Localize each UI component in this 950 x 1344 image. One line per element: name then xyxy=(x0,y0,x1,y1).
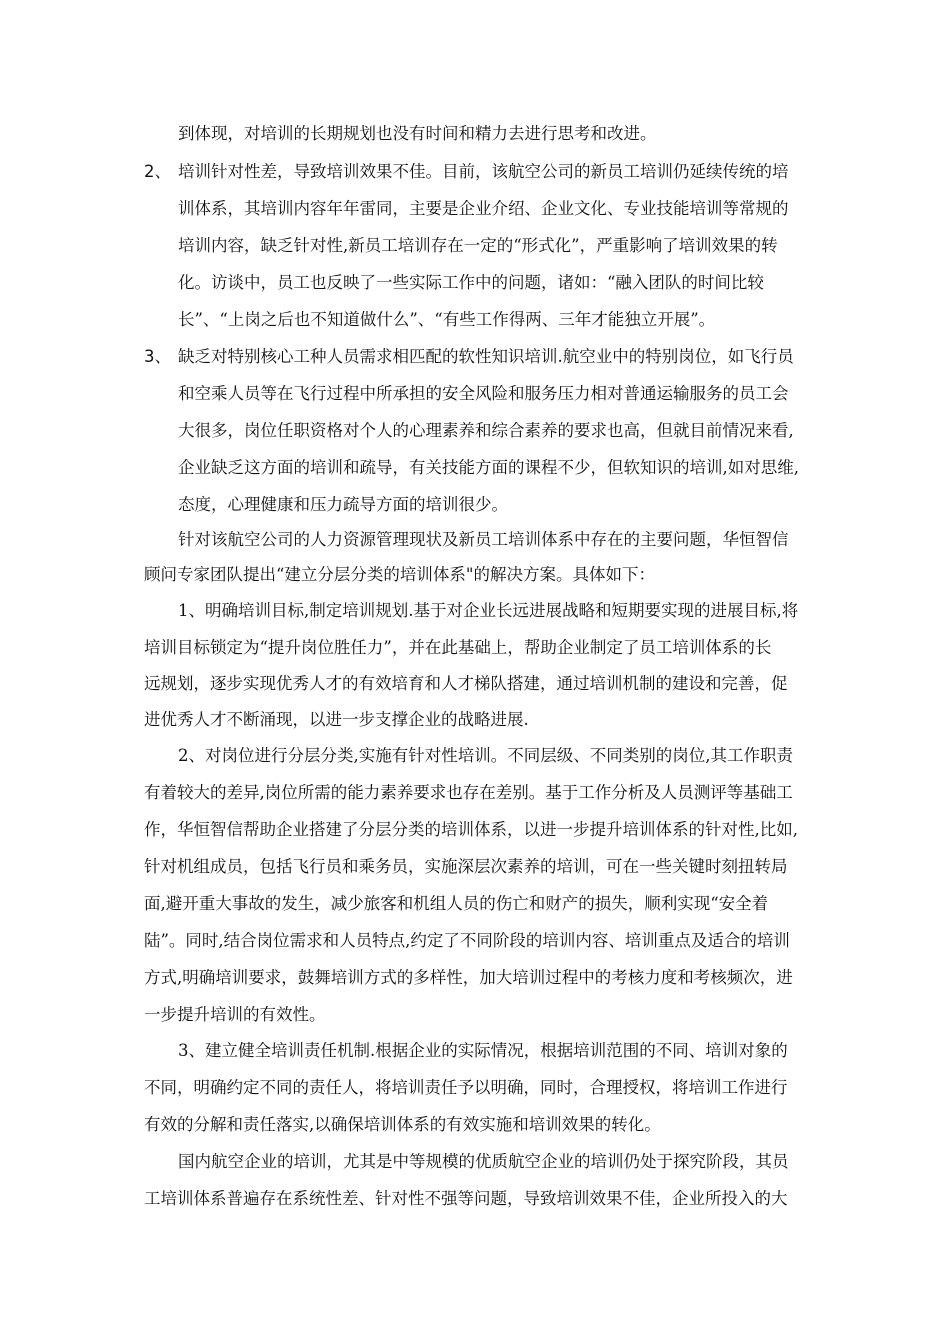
paragraph-3-line-1: 2、对岗位进行分层分类,实施有针对性培训。不同层级、不同类别的岗位,其工作职责 xyxy=(178,746,793,765)
paragraph-4-line-3: 有效的分解和责任落实,以确保培训体系的有效实施和培训效果的转化。 xyxy=(144,1115,661,1134)
list-item-3-line-5: 态度，心理健康和压力疏导方面的培训很少。 xyxy=(178,495,508,514)
paragraph-3-line-6: 陆”。同时,结合岗位需求和人员特点,约定了不同阶段的培训内容、培训重点及适合的培训 xyxy=(144,931,790,950)
paragraph-4-line-1: 3、建立健全培训责任机制.根据企业的实际情况，根据培训范围的不同、培训对象的 xyxy=(178,1041,788,1060)
list-item-2-line-2: 训体系，其培训内容年年雷同，主要是企业介绍、企业文化、专业技能培训等常规的 xyxy=(178,199,789,218)
paragraph-3-line-7: 方式,明确培训要求，鼓舞培训方式的多样性，加大培训过程中的考核力度和考核频次，进 xyxy=(144,968,793,987)
paragraph-1-line-2: 顾问专家团队提出“建立分层分类的培训体系"的解决方案。具体如下： xyxy=(144,565,656,584)
paragraph-2-line-3: 远规划，逐步实现优秀人才的有效培育和人才梯队搭建，通过培训机制的建设和完善，促 xyxy=(144,674,788,693)
list-item-2-line-3: 培训内容，缺乏针对性,新员工培训存在一定的“形式化”，严重影响了培训效果的转 xyxy=(178,236,778,255)
paragraph-4-line-2: 不同，明确约定不同的责任人，将培训责任予以明确，同时，合理授权，将培训工作进行 xyxy=(144,1078,788,1097)
paragraph-5-line-1: 国内航空企业的培训，尤其是中等规模的优质航空企业的培训仍处于探究阶段，其员 xyxy=(178,1152,789,1171)
list-item-3-line-4: 企业缺乏这方面的培训和疏导，有关技能方面的课程不少，但软知识的培训,如对思维, xyxy=(178,458,799,477)
paragraph-5-line-2: 工培训体系普遍存在系统性差、针对性不强等问题，导致培训效果不佳，企业所投入的大 xyxy=(144,1189,788,1208)
list-item-1-line-1: 到体现，对培训的长期规划也没有时间和精力去进行思考和改进。 xyxy=(178,124,657,143)
paragraph-3-line-4: 针对机组成员，包括飞行员和乘务员，实施深层次素养的培训，可在一些关键时刻扭转局 xyxy=(144,857,788,876)
list-item-3-number: 3、 xyxy=(144,347,171,366)
paragraph-2-line-2: 培训目标锁定为“提升岗位胜任力”，并在此基础上，帮助企业制定了员工培训体系的长 xyxy=(144,638,772,657)
paragraph-3-line-2: 有着较大的差异,岗位所需的能力素养要求也存在差别。基于工作分析及人员测评等基础工 xyxy=(144,783,793,802)
paragraph-1-line-1: 针对该航空公司的人力资源管理现状及新员工培训体系中存在的主要问题，华恒智信 xyxy=(178,530,789,549)
list-item-2-line-1: 培训针对性差，导致培训效果不佳。目前，该航空公司的新员工培训仍延续传统的培 xyxy=(178,162,789,181)
list-item-2-number: 2、 xyxy=(144,162,171,181)
list-item-2-line-5: 长”、“上岗之后也不知道做什么”、“有些工作得两、三年才能独立开展”。 xyxy=(178,310,716,329)
list-item-3-line-3: 大很多，岗位任职资格对个人的心理素养和综合素养的要求也高，但就目前情况来看, xyxy=(178,421,794,440)
paragraph-3-line-3: 作，华恒智信帮助企业搭建了分层分类的培训体系，以进一步提升培训体系的针对性,比如, xyxy=(144,820,798,839)
list-item-2-line-4: 化。访谈中，员工也反映了一些实际工作中的问题，诸如：“融入团队的时间比较 xyxy=(178,273,764,292)
list-item-3-line-1: 缺乏对特别核心工种人员需求相匹配的软性知识培训.航空业中的特别岗位，如飞行员 xyxy=(178,347,794,366)
paragraph-3-line-8: 一步提升培训的有效性。 xyxy=(144,1005,326,1024)
paragraph-2-line-1: 1、明确培训目标,制定培训规划.基于对企业长远进展战略和短期要实现的进展目标,将 xyxy=(178,601,799,620)
paragraph-3-line-5: 面,避开重大事故的发生，减少旅客和机组人员的伤亡和财产的损失，顺利实现“安全着 xyxy=(144,894,769,913)
paragraph-2-line-4: 进优秀人才不断涌现，以进一步支撑企业的战略进展. xyxy=(144,710,529,729)
list-item-3-line-2: 和空乘人员等在飞行过程中所承担的安全风险和服务压力相对普通运输服务的员工会 xyxy=(178,384,789,403)
